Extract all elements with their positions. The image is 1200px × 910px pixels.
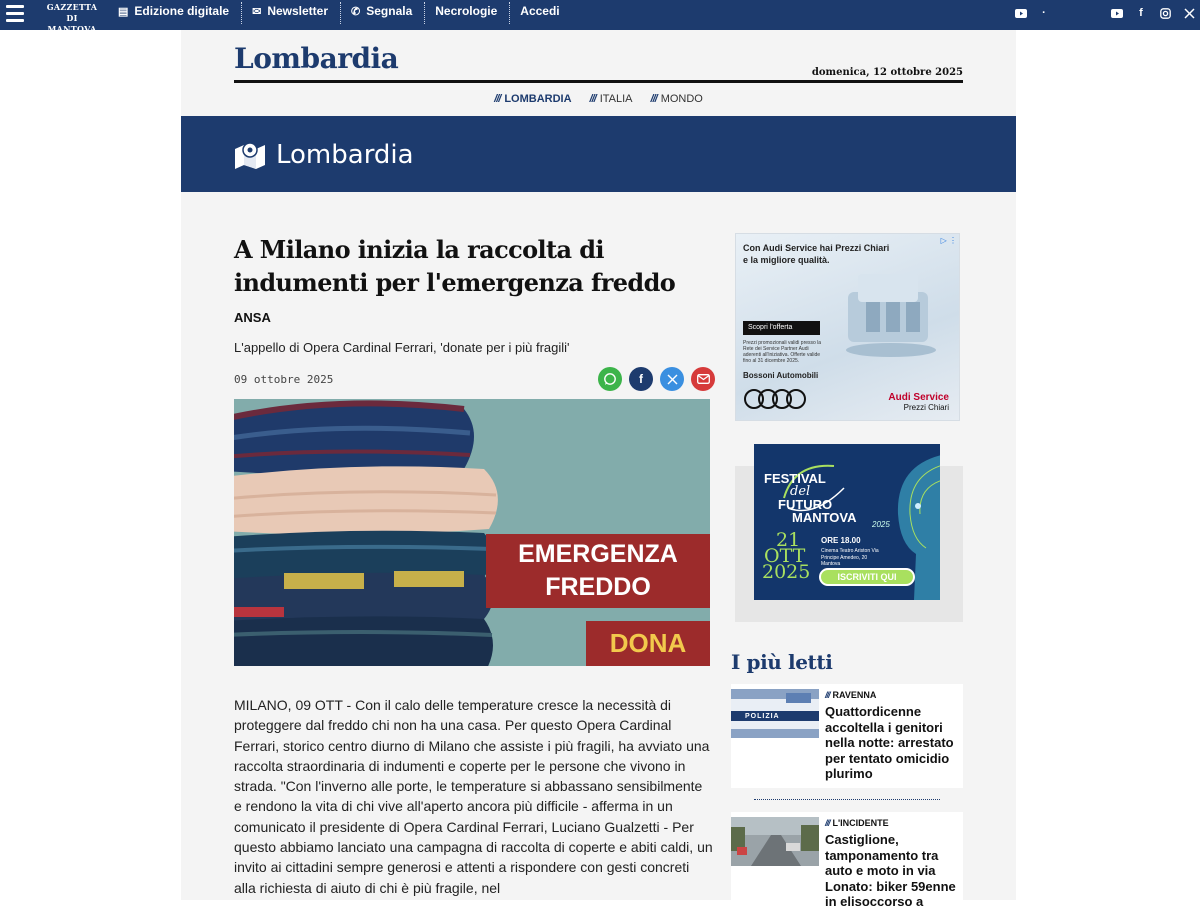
festival-location: Cinema Teatro Ariston Via Principe Amedeo, 20 Mantova: [821, 548, 879, 567]
audi-ad[interactable]: [735, 233, 960, 421]
top-bar: [0, 0, 1200, 34]
ad-choices-icon[interactable]: ▷ ⋮: [940, 236, 957, 245]
popular-category: [825, 818, 889, 828]
nav-segnala[interactable]: [351, 0, 424, 22]
festival-title: [764, 472, 857, 524]
article-summary: L'appello di Opera Cardinal Ferrari, 'donate per i più fragili': [234, 340, 570, 355]
slash-mark: ///: [650, 93, 657, 105]
nav-label: Accedi: [520, 4, 560, 18]
road-accident-image: [731, 817, 819, 866]
section-title[interactable]: Lombardia: [234, 42, 399, 75]
festival-day: 21: [776, 529, 801, 551]
popular-item[interactable]: [731, 684, 963, 788]
article-date: 09 ottobre 2025: [234, 373, 334, 386]
x-icon[interactable]: [1182, 6, 1196, 20]
slash-mark: ///: [825, 818, 830, 828]
category-label: RAVENNA: [832, 690, 877, 700]
festival-month: OTT: [764, 545, 806, 567]
hero-line-1: EMERGENZA: [518, 540, 678, 568]
share-facebook-icon[interactable]: f: [629, 367, 653, 391]
festival-line-2: del: [790, 484, 811, 499]
article-source: ANSA: [234, 310, 271, 325]
festival-line-4: MANTOVA: [792, 510, 857, 525]
slash-mark: ///: [494, 93, 501, 105]
facebook-icon[interactable]: f: [1139, 7, 1143, 19]
popular-divider: [754, 799, 940, 800]
ad-headline-1: Con Audi Service hai Prezzi Chiari: [743, 243, 890, 253]
top-nav: [118, 0, 572, 30]
ad-dealer: Bossoni Automobili: [743, 371, 819, 380]
youtube-icon[interactable]: [1014, 6, 1028, 20]
whatsapp-icon: ✆: [351, 5, 361, 18]
logo-line-1: GAZZETTA: [46, 2, 98, 12]
category-label: L'INCIDENTE: [832, 818, 889, 828]
newspaper-icon: ▤: [118, 5, 129, 18]
nav-label: Edizione digitale: [134, 4, 230, 18]
popular-title: I più letti: [731, 650, 833, 674]
subnav-italia[interactable]: [590, 93, 633, 105]
ad-fine-print: Prezzi promozionali validi presso la Rete dei Service Partner Audi aderenti all'iniziativa. Offerte valide fino al 31 dicembre 2025.: [743, 340, 822, 364]
map-pin-icon: [234, 141, 266, 169]
share-x-icon[interactable]: [660, 367, 684, 391]
hamburger-menu-icon[interactable]: [6, 5, 24, 23]
share-mail-icon[interactable]: [691, 367, 715, 391]
popular-thumb[interactable]: [731, 689, 819, 738]
separator-dot: ·: [1042, 7, 1046, 19]
nav-separator: [340, 2, 341, 24]
banner-title: Lombardia: [276, 140, 414, 170]
article-body: MILANO, 09 OTT - Con il calo delle temperature cresce la necessità di proteggere dal freddo chi non ha una casa. Per questo Opera Cardinal Ferrari, storico centro diurno di Milano che assiste i più fragili, ha avviato una raccolta straordinaria di indumenti e coperte per le persone che vivono in strada. "Con l'inverno alle porte, le temperature si abbassano sensibilmente e rendono la vita di chi vive all'aperto ancora più difficile - afferma in un comunicato il presidente di Opera Cardinal Ferrari, Luciano Gualzetti - Per questo abbiamo lanciato una campagna di raccolta di coperte e abiti caldi, un invito ai cittadini sempre generosi e attenti a rispondere con gesti concreti alla richiesta di aiuto di chi è più fragile, nel: [234, 697, 713, 896]
header-rule: [234, 80, 963, 83]
article-title: A Milano inizia la raccolta di indumenti per l'emergenza freddo: [234, 235, 676, 297]
festival-cta-button[interactable]: ISCRIVITI QUI: [819, 568, 915, 586]
nav-separator: [424, 2, 425, 24]
section-banner: [181, 116, 1016, 192]
hero-text: [496, 538, 700, 604]
slash-mark: ///: [589, 93, 596, 105]
nav-separator: [509, 2, 510, 24]
ad-brand-2: Prezzi Chiari: [903, 403, 949, 412]
thumb-text: POLIZIA: [745, 713, 780, 720]
article-hero-image[interactable]: [234, 399, 710, 666]
popular-item[interactable]: [731, 812, 963, 909]
festival-year: 2025: [762, 561, 811, 583]
youtube-icon[interactable]: [1110, 6, 1124, 20]
nav-label: Newsletter: [267, 4, 329, 18]
subnav-label: LOMBARDIA: [504, 93, 572, 105]
nav-accedi[interactable]: [520, 0, 571, 22]
nav-edizione-digitale[interactable]: [118, 0, 241, 22]
social-icons: [1110, 6, 1196, 20]
popular-category: [825, 690, 876, 700]
ad-brand: [888, 392, 949, 412]
share-whatsapp-icon[interactable]: [598, 367, 622, 391]
nav-label: Segnala: [366, 4, 413, 18]
audi-logo-icon: [744, 389, 800, 409]
popular-headline[interactable]: Castiglione, tamponamento tra auto e moto in via Lonato: biker 59enne in elisoccorso a: [825, 832, 956, 909]
popular-headline[interactable]: Quattordicenne accoltella i genitori nella notte: arrestato per tentato omicidio plurimo: [825, 704, 954, 781]
page-column: [181, 30, 1016, 909]
subnav-label: MONDO: [660, 93, 703, 105]
nav-separator: [241, 2, 242, 24]
festival-line-1: FESTIVAL: [764, 471, 826, 486]
popular-thumb[interactable]: [731, 817, 819, 866]
subnav-mondo[interactable]: [651, 93, 703, 105]
hero-line-2: FREDDO: [545, 573, 651, 601]
top-left-social: [1014, 6, 1048, 20]
ad-offer-button[interactable]: Scopri l'offerta: [743, 321, 820, 335]
engine-image: [836, 262, 946, 362]
site-logo[interactable]: [46, 2, 98, 35]
logo-line-2: DI MANTOVA: [47, 13, 97, 34]
nav-label: Necrologie: [435, 4, 498, 18]
section-subnav: [181, 93, 1016, 105]
festival-ad[interactable]: [754, 444, 940, 600]
nav-necrologie[interactable]: [435, 0, 509, 22]
subnav-label: ITALIA: [599, 93, 633, 105]
share-buttons: [591, 367, 715, 391]
festival-line-3: FUTURO: [778, 497, 833, 512]
current-date: domenica, 12 ottobre 2025: [811, 67, 963, 78]
festival-date: [762, 529, 811, 583]
festival-year-small: 2025: [872, 520, 890, 529]
slash-mark: ///: [825, 690, 830, 700]
festival-time: ORE 18.00: [821, 536, 861, 545]
instagram-icon[interactable]: [1158, 6, 1172, 20]
subnav-lombardia[interactable]: [494, 93, 571, 105]
ad-headline-2: e la migliore qualità.: [743, 255, 830, 265]
hero-dona-text: DONA: [609, 628, 687, 658]
nav-newsletter[interactable]: [252, 0, 340, 22]
mail-icon: ✉: [252, 5, 262, 18]
ad-brand-1: Audi Service: [888, 392, 949, 403]
